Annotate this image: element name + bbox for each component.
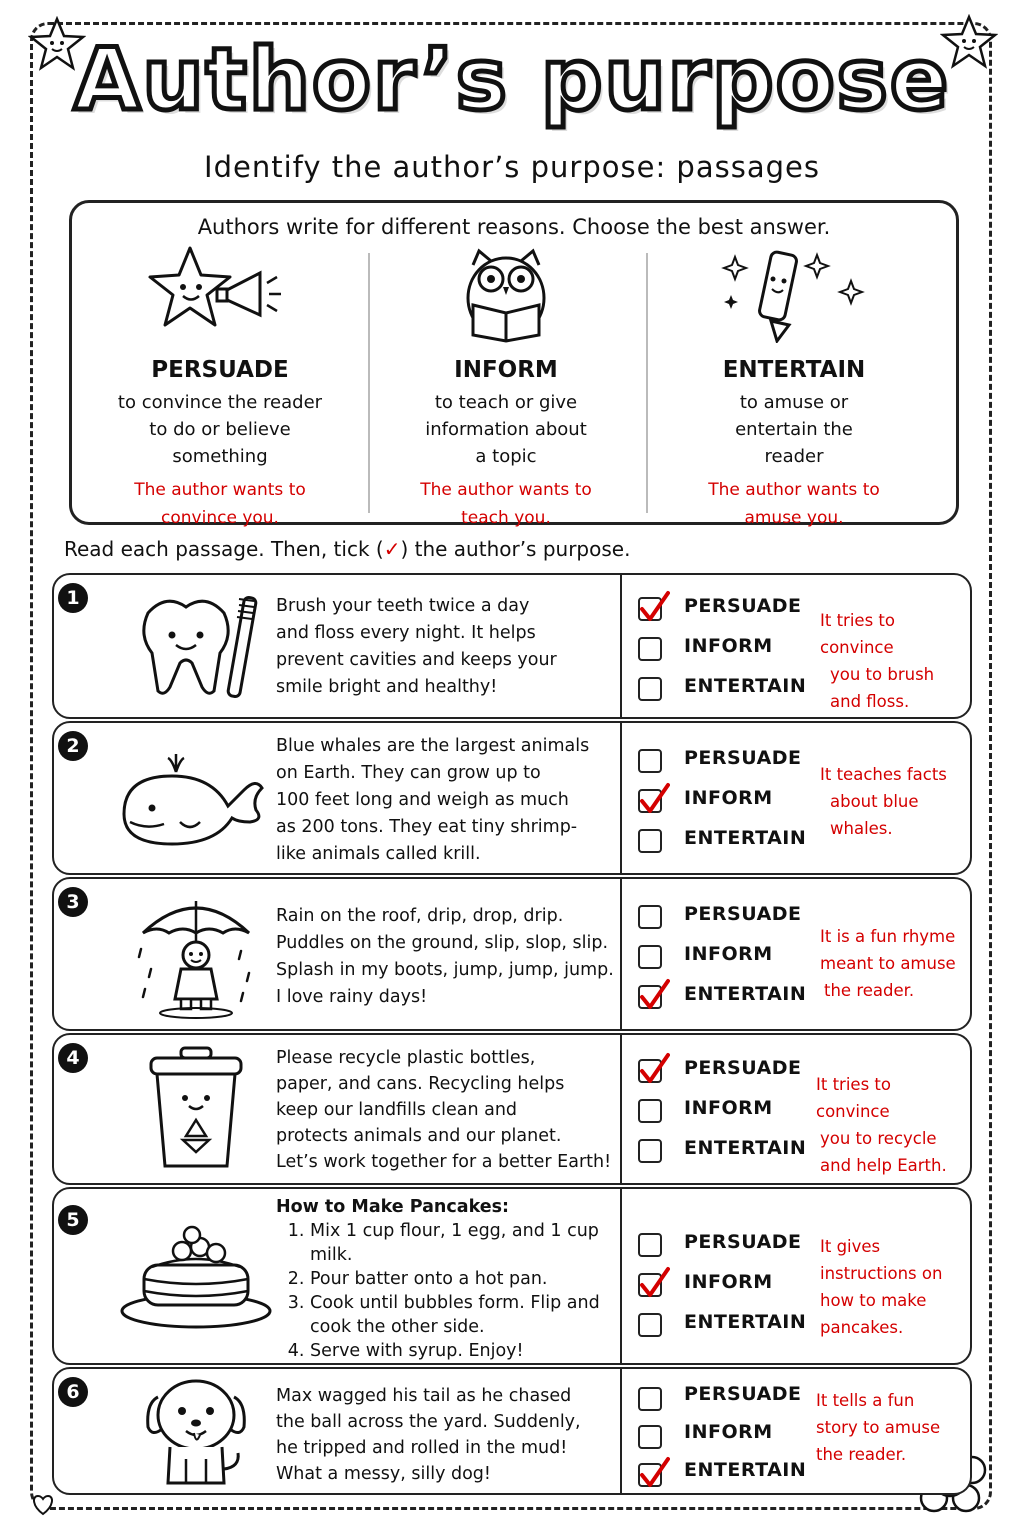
option-persuade[interactable]: PERSUADE [638,743,818,783]
checkbox[interactable] [638,1387,662,1411]
purpose-entertain [646,243,942,528]
checkbox[interactable] [638,1059,662,1083]
purpose-inform [358,243,654,528]
megaphone-star-icon [145,243,295,343]
answer-reason: It teaches facts about blue whales. [820,765,947,838]
purpose-definition: to teach or give information about a topic [425,392,587,467]
purpose-note: The author wants to amuse you. [708,480,880,528]
answer-reason: It gives instructions on how to make pancakes. [820,1237,943,1337]
tooth-toothbrush-icon [126,591,266,701]
option-inform[interactable]: INFORM [638,1267,818,1307]
answer-reason: It is a fun rhyme meant to amuse the reader. [820,927,956,1000]
divider [620,1369,622,1493]
child-umbrella-icon [131,889,261,1019]
passage-text: Brush your teeth twice a day and floss every night. It helps prevent cavities and keeps your smile bright and healthy! [276,596,557,697]
purpose-name: ENTERTAIN [722,357,866,383]
check-icon [638,1455,670,1489]
check-icon [638,1051,670,1085]
page-title: Author’s purpose [73,30,951,130]
divider [620,575,622,717]
option-persuade[interactable]: PERSUADE [638,899,818,939]
passage-number: 5 [58,1205,88,1235]
option-persuade[interactable]: PERSUADE [638,1381,818,1419]
puppy-icon [136,1373,256,1489]
checkbox[interactable] [638,1139,662,1163]
whale-icon [116,748,276,848]
purpose-definition: to convince the reader to do or believe something [117,392,323,467]
option-persuade[interactable]: PERSUADE [638,1227,818,1267]
option-entertain[interactable]: ENTERTAIN [638,1307,818,1347]
passage-text: Max wagged his tail as he chased the ball across the yard. Suddenly, he tripped and rolled in the mud! What a messy, silly dog! [276,1386,581,1484]
option-entertain[interactable]: ENTERTAIN [638,823,818,863]
checkbox[interactable] [638,829,662,853]
purpose-info-box [69,200,959,528]
passage-6 [52,1367,972,1495]
passage-text: Blue whales are the largest animals on Earth. They can grow up to 100 feet long and weigh as much as 200 tons. They eat tiny shrimp- like animals called krill. [276,736,590,864]
option-inform[interactable]: INFORM [638,1419,818,1457]
option-inform[interactable]: INFORM [638,939,818,979]
checkbox[interactable] [638,985,662,1009]
option-entertain[interactable]: ENTERTAIN [638,1133,818,1173]
checkbox[interactable] [638,945,662,969]
passage-number: 3 [58,887,88,917]
answer-options [638,1053,818,1173]
answer-options [638,743,818,863]
purpose-note: The author wants to convince you. [134,480,306,528]
passage-number: 1 [58,583,88,613]
checkbox[interactable] [638,1463,662,1487]
purpose-name: PERSUADE [151,357,289,383]
pencil-sparkle-icon [719,243,869,343]
answer-options [638,1381,818,1495]
passage-number: 2 [58,731,88,761]
check-icon [638,977,670,1011]
answer-options [638,591,818,711]
option-entertain[interactable]: ENTERTAIN [638,671,818,711]
checkbox[interactable] [638,1273,662,1297]
option-inform[interactable]: INFORM [638,1093,818,1133]
divider [620,879,622,1029]
checkbox[interactable] [638,1313,662,1337]
passage-text: Please recycle plastic bottles, paper, and cans. Recycling helps keep our landfills clean and protects animals and our planet. Let’s work together for a better Earth! [276,1048,612,1172]
checkbox[interactable] [638,749,662,773]
heart-icon [30,1492,56,1516]
passage-5 [52,1187,972,1365]
answer-reason: It tries to convince you to recycle and help Earth. [816,1075,947,1175]
passage-1 [52,573,972,719]
divider [620,1189,622,1363]
passage-number: 4 [58,1043,88,1073]
answer-reason: It tries to convince you to brush and floss. [820,611,935,711]
passage-4 [52,1033,972,1185]
option-persuade[interactable]: PERSUADE [638,1053,818,1093]
passage-text: Rain on the roof, drip, drop, drip. Puddles on the ground, slip, slop, slip. Splash in my boots, jump, jump, jump. I love rainy days! [276,906,614,1007]
option-entertain[interactable]: ENTERTAIN [638,1457,818,1495]
info-intro: Authors write for different reasons. Choose the best answer. [197,215,831,239]
divider [620,1035,622,1183]
passage-3 [52,877,972,1031]
option-inform[interactable]: INFORM [638,783,818,823]
recipe-steps: 1. Mix 1 cup flour, 1 egg, and 1 cup milk. 2. Pour batter onto a hot pan. 3. Cook until bubbles form. Flip and cook the other side. 4. Serve with syrup. Enjoy! [276,1219,621,1363]
option-persuade[interactable]: PERSUADE [638,591,818,631]
answer-reason: It tells a fun story to amuse the reader. [816,1391,941,1464]
checkbox[interactable] [638,1099,662,1123]
recipe-heading: How to Make Pancakes: [276,1197,510,1217]
answer-options [638,1227,818,1347]
check-icon [638,781,670,815]
option-inform[interactable]: INFORM [638,631,818,671]
checkbox[interactable] [638,789,662,813]
checkbox[interactable] [638,677,662,701]
checkbox[interactable] [638,1233,662,1257]
instructions: Read each passage. Then, tick (✓) the author’s purpose. [64,537,631,561]
answer-options [638,899,818,1019]
purpose-definition: to amuse or entertain the reader [735,392,853,467]
checkbox[interactable] [638,597,662,621]
owl-reading-icon [451,243,561,343]
recycle-bin-icon [141,1044,251,1174]
check-icon [638,1265,670,1299]
passage-text [276,1195,621,1363]
passage-2 [52,721,972,875]
purpose-persuade [72,243,368,528]
option-entertain[interactable]: ENTERTAIN [638,979,818,1019]
passage-number: 6 [58,1377,88,1407]
page-subtitle: Identify the author’s purpose: passages [204,150,820,184]
purpose-name: INFORM [454,357,558,383]
checkbox[interactable] [638,1425,662,1449]
check-icon [638,589,670,623]
purpose-note: The author wants to teach you. [420,480,592,528]
pancakes-icon [116,1221,276,1331]
checkbox[interactable] [638,637,662,661]
divider [620,723,622,873]
checkbox[interactable] [638,905,662,929]
